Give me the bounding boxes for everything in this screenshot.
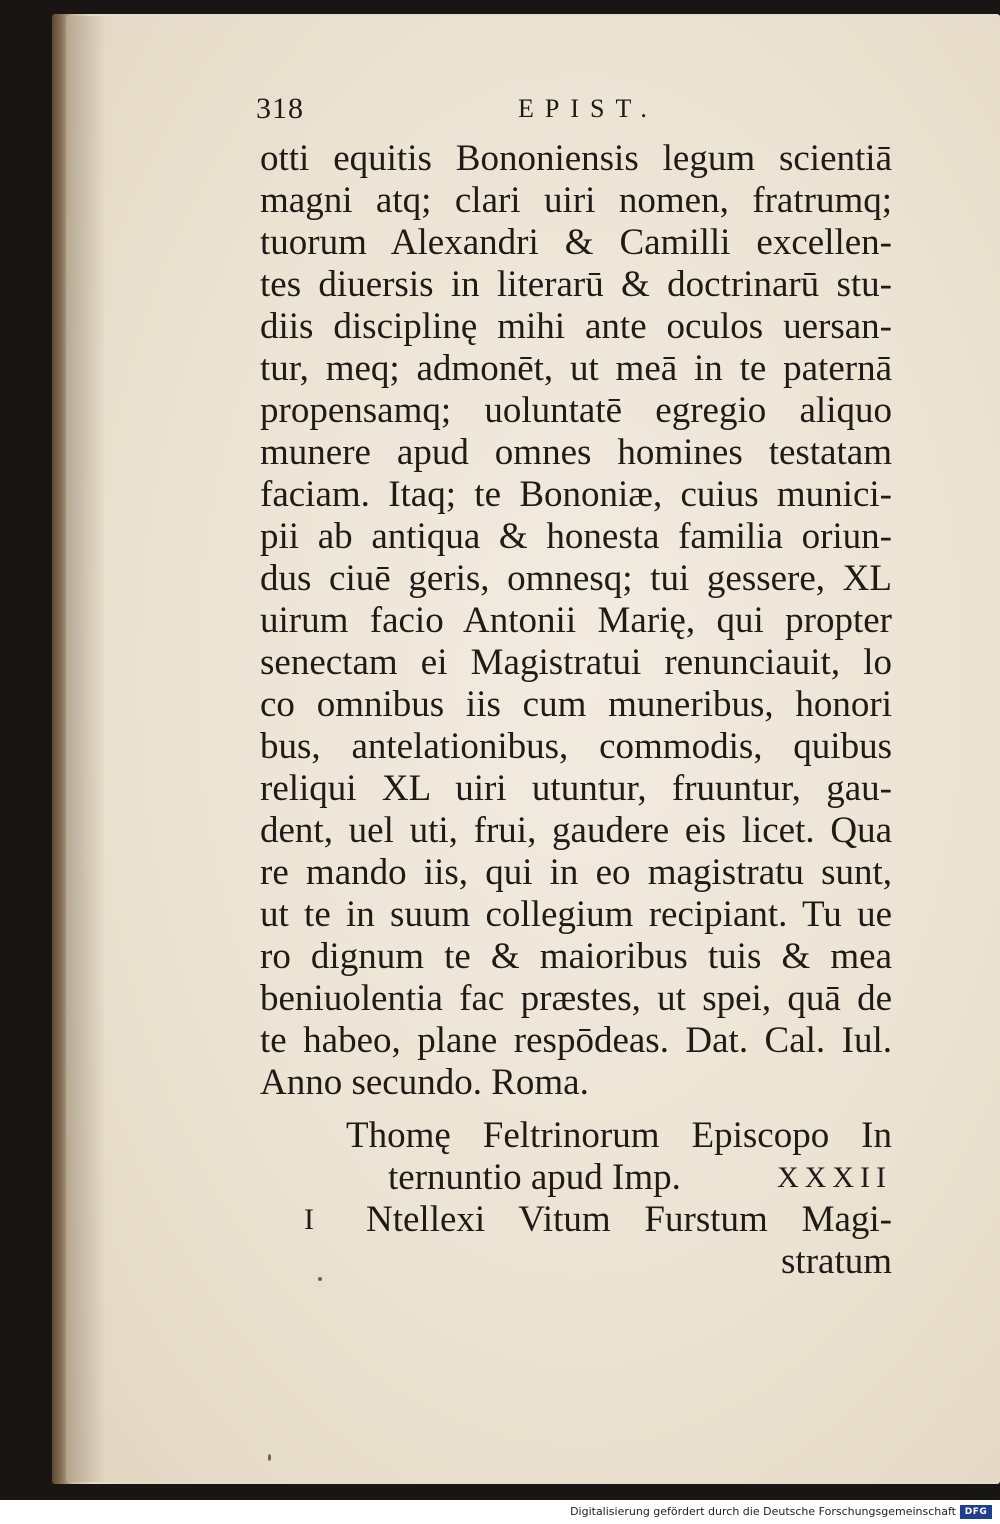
- text-line: te habeo, plane respōdeas. Dat. Cal. Iul.: [260, 1020, 892, 1061]
- text-line: re mando iis, qui in eo magistratu sunt,: [260, 852, 892, 893]
- gutter-shadow: [66, 16, 106, 1482]
- running-head: EPIST.: [518, 94, 658, 123]
- text-line: bus, antelationibus, commodis, quibus: [260, 726, 892, 767]
- text-line: munere apud omnes homines testatam: [260, 432, 892, 473]
- text-line: tur, meq; admonēt, ut meā in te paternā: [260, 348, 892, 389]
- text-line: ro dignum te & maioribus tuis & mea: [260, 936, 892, 977]
- text-line: uirum facio Antonii Marię, qui propter: [260, 600, 892, 641]
- text-line: diis disciplinę mihi ante oculos uersan-: [260, 306, 892, 347]
- letter-number: XXXII: [777, 1161, 892, 1194]
- text-line: senectam ei Magistratui renunciauit, lo: [260, 642, 892, 683]
- text-line: dent, uel uti, frui, gaudere eis licet. Qua: [260, 810, 892, 851]
- text-line: co omnibus iis cum muneribus, honori: [260, 684, 892, 725]
- text-line: pii ab antiqua & honesta familia oriun-: [260, 516, 892, 557]
- dfg-logo: DFG: [960, 1505, 992, 1519]
- text-line: magni atq; clari uiri nomen, fratrumq;: [260, 180, 892, 221]
- text-line: reliqui XL uiri utuntur, fruuntur, gau-: [260, 768, 892, 809]
- text-line: beniuolentia fac præstes, ut spei, quā de: [260, 978, 892, 1019]
- letter-title-line: ternuntio apud Imp.: [388, 1157, 681, 1198]
- incipit-line: Ntellexi Vitum Furstum Magi-: [366, 1199, 892, 1240]
- text-line: Anno secundo. Roma.: [260, 1062, 589, 1103]
- text-line: otti equitis Bononiensis legum scientiā: [260, 138, 892, 179]
- page-header: [256, 84, 756, 144]
- text-line: dus ciuē geris, omnesq; tui gessere, XL: [260, 558, 892, 599]
- text-line: faciam. Itaq; te Bononiæ, cuius munici-: [260, 474, 892, 515]
- catchword: stratum: [781, 1241, 892, 1282]
- letter-title-line: Thomę Feltrinorum Episcopo In: [346, 1115, 892, 1156]
- folio-number: 318: [256, 92, 304, 125]
- body-text: [260, 138, 892, 1104]
- ink-speck: [268, 1454, 271, 1461]
- text-line: propensamq; uoluntatē egregio aliquo: [260, 390, 892, 431]
- ink-speck: [318, 1277, 322, 1281]
- text-line: tuorum Alexandri & Camilli excellen-: [260, 222, 892, 263]
- digitization-footer: [0, 1500, 1000, 1524]
- incipit-initial: I: [304, 1203, 314, 1236]
- text-line: tes diuersis in literarū & doctrinarū stu-: [260, 264, 892, 305]
- funding-credit: Digitalisierung gefördert durch die Deutsche Forschungsgemeinschaft: [570, 1505, 956, 1518]
- text-line: ut te in suum collegium recipiant. Tu ue: [260, 894, 892, 935]
